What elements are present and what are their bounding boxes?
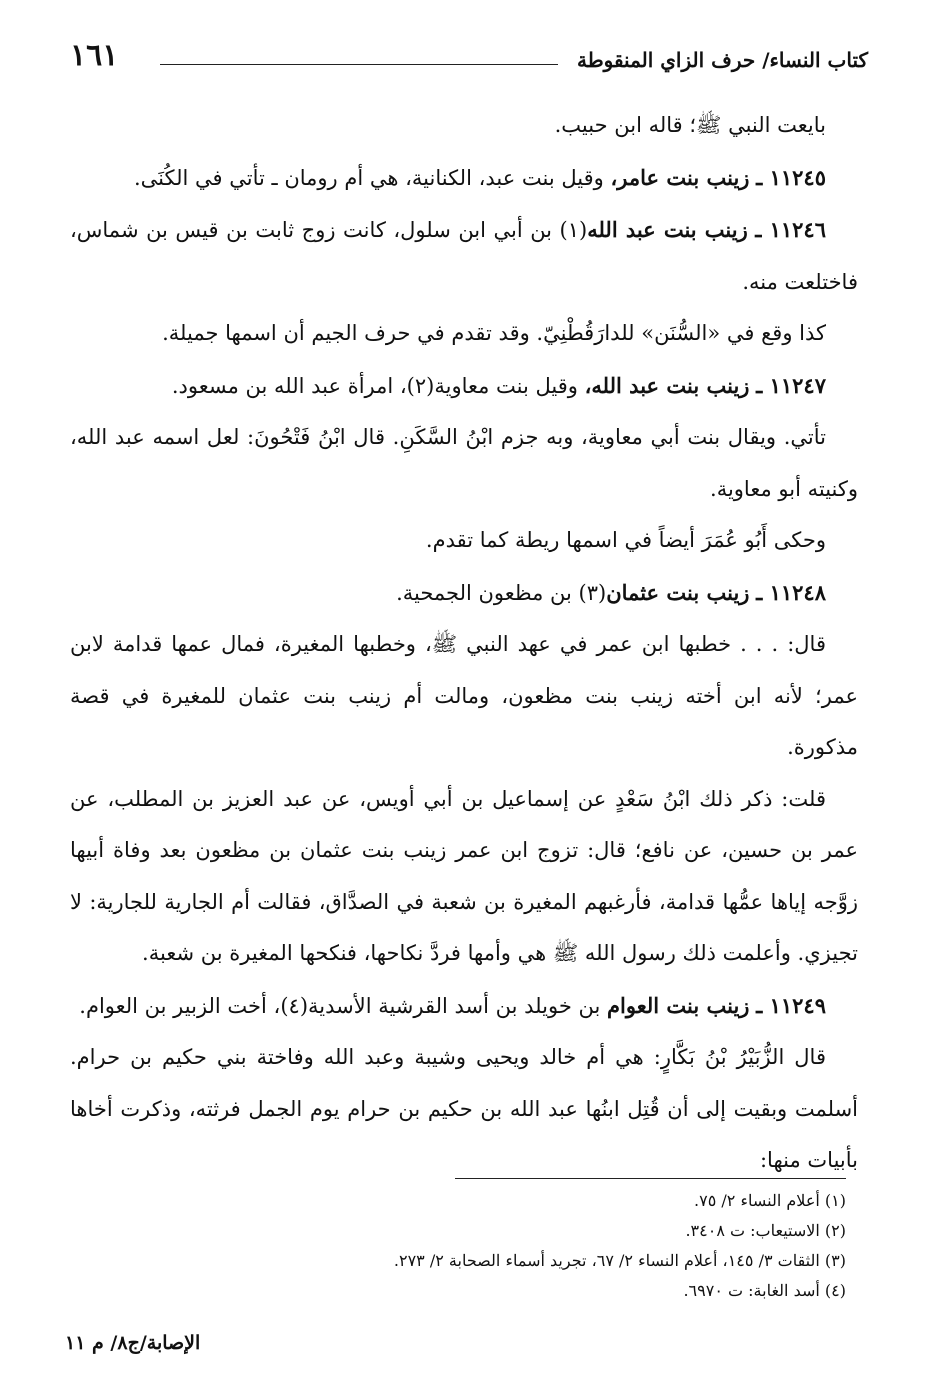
entry-number: ١١٢٤٨ ـ (756, 579, 826, 605)
page-number: ١٦١ (70, 38, 119, 73)
footnote-1: (١) أعلام النساء ٢/ ٧٥. (694, 1191, 846, 1210)
entry-name: زينب بنت عثمان (606, 579, 750, 605)
entry-number: ١١٢٤٧ ـ (756, 372, 826, 398)
footnote-3: (٣) الثقات ٣/ ١٤٥، أعلام النساء ٢/ ٦٧، تجريد أسماء الصحابة ٢/ ٢٧٣. (393, 1251, 846, 1270)
header-rule (160, 64, 558, 65)
entry-number: ١١٢٤٩ ـ (756, 992, 826, 1018)
entry-name: زينب بنت العوام (607, 992, 750, 1018)
paragraph-hakaa: وحكى أَبُو عُمَرَ أيضاً في اسمها ريطة كما تقدم. (425, 528, 826, 552)
entry-text: وقيل بنت معاوية(٢)، امرأة عبد الله بن مسعود. (171, 373, 578, 398)
entry-number: ١١٢٤٥ ـ (756, 164, 826, 190)
entry-number: ١١٢٤٦ ـ (755, 217, 826, 242)
entry-11248 (70, 567, 858, 620)
running-title: كتاب النساء/ حرف الزاي المنقوطة (576, 48, 868, 72)
entry-11245 (70, 152, 858, 205)
entry-text: وقيل بنت عبد، الكنانية، هي أم رومان ـ تأتي في الكُنَى. (134, 165, 604, 190)
page-body (70, 100, 858, 1187)
entry-text: (٣) بن مظعون الجمحية. (396, 580, 607, 605)
page-header (70, 38, 868, 78)
entry-name: زينب بنت عامر، (610, 164, 750, 190)
entry-text: (١) بن أبي ابن سلول، كانت زوج ثابت بن قيس بن شماس، فاختلعت منه. (70, 218, 858, 294)
footnotes (286, 1186, 846, 1306)
entry-11247 (70, 360, 858, 413)
entry-text: بن خويلد بن أسد القرشية الأسدية(٤)، أخت الزبير بن العوام. (79, 993, 601, 1018)
paragraph-qultu: قلت: ذكر ذلك ابْنُ سَعْدٍ عن إسماعيل بن أبي أويس، عن عبد العزيز بن المطلب، عن عمر بن حسين، عن نافع؛ قال: تزوج ابن عمر زينب بنت عثمان بن مظعون بعد وفاة أبيها زوَّجه إياها عمُّها قدامة، فأرغبهم المغيرة بن شعبة في الصدَّاق، فقالت أم الجارية للجارية: لا تجيزي. وأعلمت ذلك رسول الله ﷺ هي وأمها فردَّ نكاحها، فنكحها المغيرة بن شعبة. (70, 786, 858, 965)
entry-11246 (70, 204, 858, 308)
paragraph-tati: تأتي. ويقال بنت أبي معاوية، وبه جزم ابْنُ السَّكَنِ. قال ابْنُ فَتْحُونَ: لعل اسمه عبد الله، وكنيته أبو معاوية. (70, 425, 858, 501)
paragraph-qala: قال: . . . خطبها ابن عمر في عهد النبي ﷺ، وخطبها المغيرة، فمال عمها قدامة لابن عمر؛ لأنه ابن أخته زينب بنت مظعون، ومالت أم زينب بنت عثمان للمغيرة في قصة مذكورة. (70, 632, 858, 759)
entry-11249 (70, 980, 858, 1033)
footnote-4: (٤) أسد الغابة: ت ٦٩٧٠. (683, 1281, 846, 1300)
entry-name: زينب بنت عبد الله، (584, 372, 750, 398)
paragraph-zubair: قال الزُّبَيْرُ بْنُ بَكَّارٍ: هي أم خالد ويحيى وشيبة وعبد الله وفاختة بني حكيم بن حرام. أسلمت وبقيت إلى أن قُتِل ابنُها عبد الله بن حكيم بن حرام يوم الجمل فرثته، وذكرت أخاها بأبيات منها: (70, 1045, 858, 1172)
footnote-rule (455, 1178, 846, 1179)
paragraph-continuation: بايعت النبي ﷺ؛ قاله ابن حبيب. (554, 113, 826, 137)
footnote-2: (٢) الاستيعاب: ت ٣٤٠٨. (685, 1221, 846, 1240)
entry-name: زينب بنت عبد الله (587, 217, 748, 242)
paragraph-sunan-note: كذا وقع في «السُّنَن» للدارَقُطْنِيّ. وقد تقدم في حرف الجيم أن اسمها جميلة. (162, 321, 826, 345)
volume-signature: الإصابة/ج٨/ م ١١ (65, 1332, 201, 1354)
